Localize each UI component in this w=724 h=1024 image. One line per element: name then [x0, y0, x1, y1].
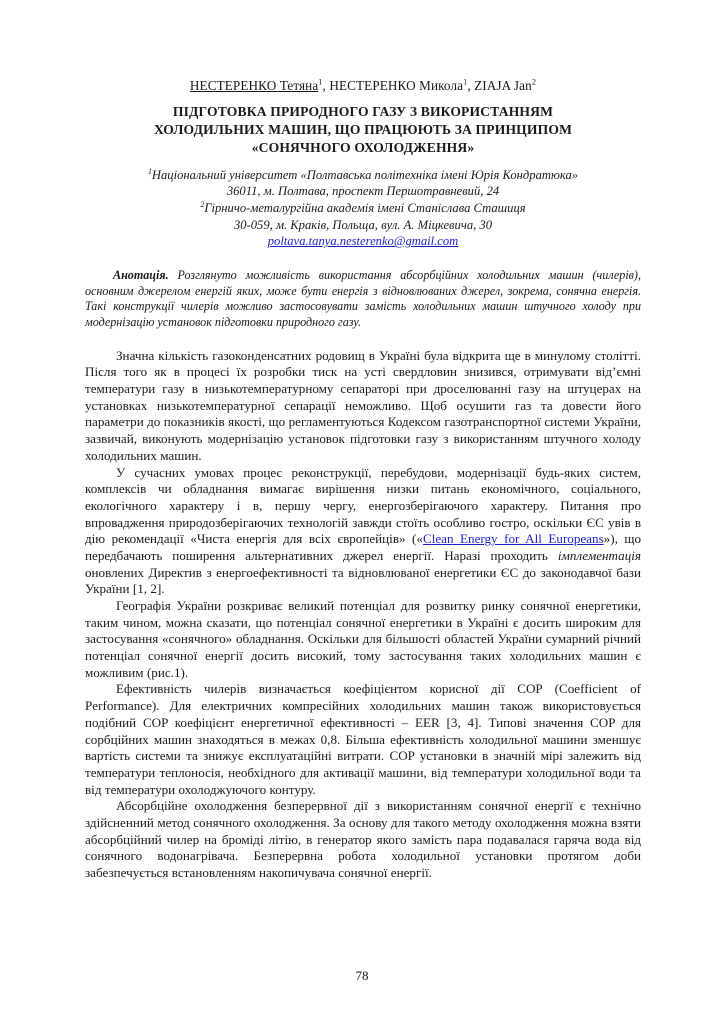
title-line-3: «СОНЯЧНОГО ОХОЛОДЖЕННЯ»	[251, 139, 475, 155]
body-paragraph-2	[85, 465, 641, 599]
paragraph-2-emphasis: імплементація	[557, 547, 641, 563]
abstract-label: Анотація.	[113, 267, 169, 282]
paragraph-2-part-a: У сучасних умовах процес реконструкції, перебудови, модернізації будь-яких систем, комплексів чи обладнання вимагає вирішення низки питань економічного, соціального, екологічного характеру і в, першу чергу, енергозберігаючого характеру. Питання про впровадження природозберігаючих технологій завжди стоїть особливо гостро, оскільки ЄС увів в дію рекомендації «Чиста енергія для всіх європейців» («	[85, 464, 641, 547]
contact-email-line	[85, 233, 641, 250]
affiliation-address-2: 30-059, м. Краків, Польща, вул. А. Міцкевича, 30	[233, 217, 493, 232]
body-paragraph-3: Географія України розкриває великий потенціал для розвитку ринку сонячної енергетики, таким чином, можна сказати, що потенціал сонячної енергетики в Україні є досить широким для застосування «сонячного» обладнання. Оскільки для більшості областей України сумарний річний потенціал сонячної енергії досить високий, тому застосування таких холодильних машин є можливим (рис.1).	[85, 598, 641, 680]
page-number: 78	[355, 968, 369, 983]
paragraph-2-part-c: оновлених Директив з енергоефективності та відновлюваної енергетики ЄС до законодавчої бази України [1, 2].	[85, 564, 641, 597]
body-paragraph-4: Ефективність чилерів визначається коефіцієнтом корисної дії COP (Coefficient of Performance). Для електричних компресійних холодильних машин також використовується подібний COP коефіцієнт енергетичної ефективності – EER [3, 4]. Типові значення COP для сорбційних машин знаходяться в межах 0,8. Більша ефективність холодильної машини зменшує вартість системи та знижує експлуатаційні витрати. COP установки в значній мірі залежить від температури теплоносія, необхідного для активації машини, від температури холодильної води та від температури охолоджуючого контуру.	[85, 681, 641, 797]
affiliation-text-1: Національний університет «Полтавська політехніка імені Юрія Кондратюка»	[151, 167, 579, 182]
clean-energy-link[interactable]: Clean Energy for All Europeans	[422, 531, 604, 547]
body-paragraph-5: Абсорбційне охолодження безперервної дії з використанням сонячної енергії є технічно здійсненний метод сонячного охолодження. За основу для такого методу охолодження можна взяти абсорбційний чилер на броміді літію, в генератор якого замість пара подавалася гаряча вода від сонячного водонагрівача. Безперервна робота холодильної установки протягом доби забезпечується встановленням накопичувача сонячної енергії.	[85, 798, 641, 881]
author-separator-1: ,	[322, 78, 330, 93]
affiliation-address-1: 36011, м. Полтава, проспект Першотравневий, 24	[226, 184, 500, 199]
author-name-2: НЕСТЕРЕНКО Микола	[329, 78, 464, 93]
body-paragraph-1: Значна кількість газоконденсатних родовищ в Україні була відкрита ще в минулому столітті. Після того як в процесі їх розробки тиск на усті свердловин знизився, отримувати від’ємні температури газу в низькотемпературному сепараторі при дроселюванні газу на штуцерах на установках низькотемпературної сепарації неможливо. Щоб осушити газ та довести його параметри до показників якості, що регламентуються Кодексом газотранспортної системи України, зазвичай, виконують модернізацію установок підготовки газу з використанням штучного холоду холодильних машин.	[85, 347, 641, 463]
affiliation-text-2: Гірничо-металургійна академія імені Станіслава Сташиця	[204, 201, 526, 216]
author-affiliation-marker-1: 1	[318, 77, 323, 87]
author-list	[85, 78, 641, 94]
author-separator-2: ,	[467, 78, 475, 93]
affiliation-line-2	[85, 200, 641, 217]
abstract-paragraph	[85, 268, 641, 331]
page-content	[85, 78, 641, 882]
affiliation-marker-2: 2	[200, 199, 205, 209]
author-name-3: ZIAJA Jan	[474, 78, 532, 93]
contact-email-link[interactable]: poltava.tanya.nesterenko@gmail.com	[267, 234, 459, 249]
author-affiliation-marker-2: 1	[463, 77, 468, 87]
title-line-1: ПІДГОТОВКА ПРИРОДНОГО ГАЗУ З ВИКОРИСТАННЯМ	[172, 103, 554, 119]
affiliation-block	[85, 167, 641, 233]
affiliation-line-1	[85, 167, 641, 184]
page-title	[85, 103, 641, 157]
author-affiliation-marker-3: 2	[531, 77, 537, 87]
abstract-text: Розглянуто можливість використання абсорбційних холодильних машин (чилерів), основним джерелом енергій яких, може бути енергія з відновлюваних джерел, зокрема, сонячна енергія. Такі конструкції чилерів можливо застосовувати замість холодильних машин штучного холоду при модернізацію установок підготовки природного газу.	[85, 267, 641, 330]
author-name-1: НЕСТЕРЕНКО Тетяна	[189, 78, 319, 93]
title-line-2: ХОЛОДИЛЬНИХ МАШИН, ЩО ПРАЦЮЮТЬ ЗА ПРИНЦИПОМ	[153, 121, 573, 137]
paragraph-2-part-b: »), що передбачають поширення альтернативних джерел енергії. Наразі проходить	[85, 531, 641, 563]
affiliation-marker-1: 1	[147, 166, 152, 176]
